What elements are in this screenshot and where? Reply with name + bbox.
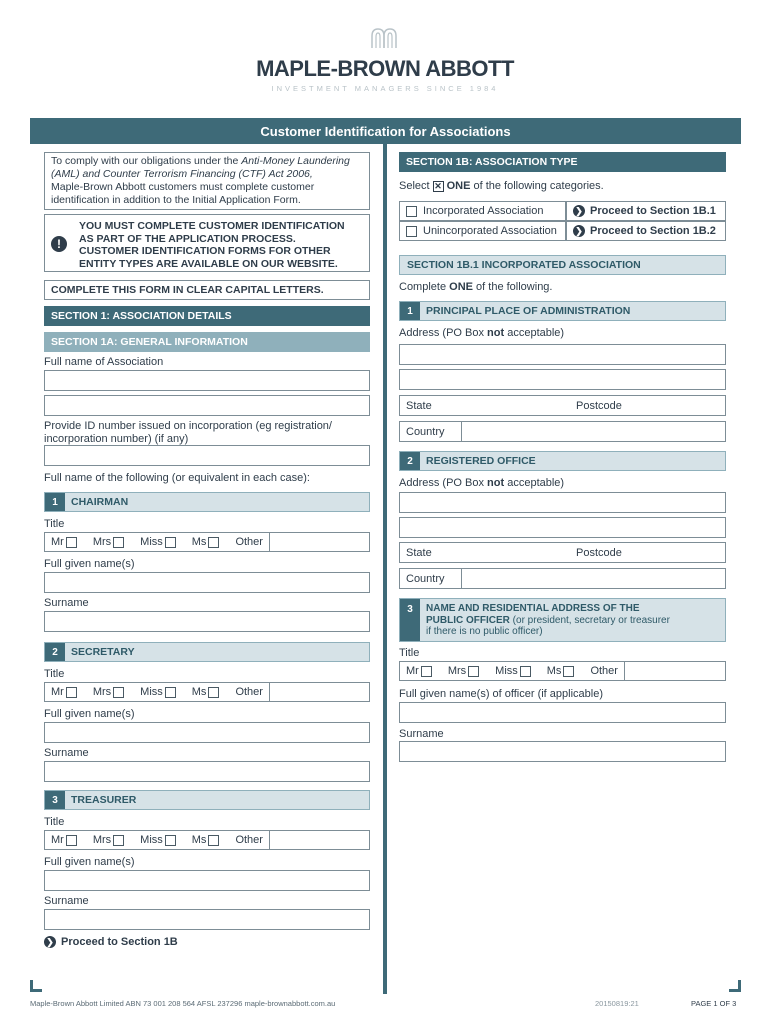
assoc-name-field-2[interactable] bbox=[44, 395, 370, 416]
role-treasurer-header bbox=[44, 790, 370, 810]
treasurer-title-mr[interactable] bbox=[51, 834, 77, 846]
role-secretary-title: SECRETARY bbox=[71, 646, 135, 658]
opt-label: Mrs bbox=[92, 686, 112, 698]
checkbox[interactable] bbox=[165, 687, 176, 698]
opt-label: Other bbox=[235, 536, 263, 548]
checkbox[interactable] bbox=[208, 687, 219, 698]
assoc-name-label: Full name of Association bbox=[44, 356, 164, 368]
treasurer-title-other[interactable] bbox=[235, 831, 270, 849]
officer-title-other[interactable] bbox=[590, 662, 625, 680]
following-label: Full name of the following (or equivalent in each case): bbox=[44, 472, 310, 484]
intro-box bbox=[44, 152, 370, 210]
secretary-title-other-field[interactable] bbox=[280, 683, 369, 701]
officer-title-mr[interactable] bbox=[406, 665, 432, 677]
role-treasurer-num: 3 bbox=[45, 791, 65, 809]
warning-box bbox=[44, 214, 370, 272]
warning-icon: ! bbox=[51, 236, 67, 252]
addr-pre: Address (PO Box bbox=[399, 327, 488, 339]
option-incorporated[interactable] bbox=[399, 201, 566, 221]
warning-line4: ENTITY TYPES ARE AVAILABLE ON OUR WEBSITE. bbox=[79, 257, 338, 270]
intro-line1-pre: To comply with our obligations under the bbox=[51, 155, 242, 167]
officer-title-label: Title bbox=[399, 647, 420, 659]
complete-bold: ONE bbox=[449, 281, 473, 293]
option-unincorporated-proceed[interactable] bbox=[566, 221, 726, 241]
select-bold: ONE bbox=[446, 180, 471, 192]
role-chairman-num: 1 bbox=[45, 493, 65, 511]
checkbox[interactable] bbox=[66, 687, 77, 698]
opt-label: Miss bbox=[140, 834, 163, 846]
item2-header bbox=[399, 451, 726, 471]
section1b1-header-text: SECTION 1B.1 INCORPORATED ASSOCIATION bbox=[407, 259, 641, 271]
item1-header bbox=[399, 301, 726, 321]
assoc-name-field-1[interactable] bbox=[44, 370, 370, 391]
addr-bold: not bbox=[487, 477, 505, 489]
form-title: Customer Identification for Associations bbox=[260, 123, 511, 139]
checkbox[interactable] bbox=[113, 687, 124, 698]
intro-line4: identification in addition to the Initial Application Form. bbox=[51, 194, 301, 206]
chairman-title-options bbox=[44, 532, 370, 552]
select-post: of the following categories. bbox=[473, 180, 604, 192]
secretary-title-options bbox=[44, 682, 370, 702]
crop-mark-bottom-left bbox=[30, 980, 42, 992]
section1b-header-text: SECTION 1B: ASSOCIATION TYPE bbox=[406, 156, 578, 168]
officer-title-options bbox=[399, 661, 726, 681]
checkbox[interactable] bbox=[208, 537, 219, 548]
section1b1-header bbox=[399, 255, 726, 275]
checkbox[interactable] bbox=[406, 226, 417, 237]
item3-header bbox=[399, 598, 726, 642]
role-secretary-header bbox=[44, 642, 370, 662]
warning-line1: YOU MUST COMPLETE CUSTOMER IDENTIFICATION bbox=[79, 220, 345, 232]
officer-given-label: Full given name(s) of officer (if applicable) bbox=[399, 688, 603, 700]
opt-label: Miss bbox=[140, 686, 163, 698]
chairman-given-label: Full given name(s) bbox=[44, 558, 135, 570]
chairman-surname-field[interactable] bbox=[44, 611, 370, 632]
role-chairman-header bbox=[44, 492, 370, 512]
crop-mark-bottom-right bbox=[729, 980, 741, 992]
intro-line1-italic: Anti-Money Laundering bbox=[241, 155, 350, 167]
section1-header-text: SECTION 1: ASSOCIATION DETAILS bbox=[51, 310, 232, 322]
item3-note: (or president, secretary or treasurer bbox=[512, 614, 670, 626]
secretary-title-label: Title bbox=[44, 668, 65, 680]
treasurer-title-mrs[interactable] bbox=[93, 834, 124, 846]
intro-line2: (AML) and Counter Terrorism Financing (CTF) Act 2006, bbox=[51, 168, 313, 180]
chairman-title-miss[interactable] bbox=[140, 536, 176, 548]
opt-label: Mr bbox=[51, 536, 64, 548]
option-incorporated-proceed[interactable] bbox=[566, 201, 726, 221]
checkbox[interactable] bbox=[113, 835, 124, 846]
officer-title-miss[interactable] bbox=[495, 665, 531, 677]
opt-label: Mr bbox=[51, 686, 64, 698]
warning-line3: CUSTOMER IDENTIFICATION FORMS FOR OTHER bbox=[79, 245, 331, 257]
treasurer-surname-label: Surname bbox=[44, 895, 89, 907]
footer-page: PAGE 1 OF 3 bbox=[691, 999, 737, 1008]
item3-note2: if there is no public officer) bbox=[426, 626, 543, 637]
officer-surname-label: Surname bbox=[399, 728, 444, 740]
role-secretary-num: 2 bbox=[45, 643, 65, 661]
addr-post: acceptable) bbox=[504, 477, 565, 489]
item3-num: 3 bbox=[400, 599, 420, 641]
proceed-1b2-label: Proceed to Section 1B.2 bbox=[590, 225, 716, 237]
opt-label: Ms bbox=[191, 686, 207, 698]
chevron-right-icon: ❯ bbox=[573, 205, 585, 217]
chairman-title-mrs[interactable] bbox=[93, 536, 124, 548]
addr-post: acceptable) bbox=[504, 327, 565, 339]
item3-title2: PUBLIC OFFICER bbox=[426, 614, 510, 626]
brand-logo-mark bbox=[369, 26, 401, 50]
capital-note bbox=[44, 280, 370, 300]
section1b-header bbox=[399, 152, 726, 172]
treasurer-title-ms[interactable] bbox=[192, 834, 220, 846]
item1-address-field-1[interactable] bbox=[399, 344, 726, 365]
id-number-label-1: Provide ID number issued on incorporation (eg registration/ bbox=[44, 420, 332, 432]
country-label: Country bbox=[406, 569, 462, 588]
state-label: State bbox=[406, 399, 432, 412]
opt-label: Other bbox=[235, 686, 263, 698]
checkbox[interactable] bbox=[66, 835, 77, 846]
section1-header bbox=[44, 306, 370, 326]
chairman-title-other[interactable] bbox=[235, 533, 270, 551]
treasurer-title-options bbox=[44, 830, 370, 850]
secretary-given-field[interactable] bbox=[44, 722, 370, 743]
item2-num: 2 bbox=[400, 452, 420, 470]
chevron-right-icon: ❯ bbox=[44, 936, 56, 948]
secretary-title-mr[interactable] bbox=[51, 686, 77, 698]
opt-label: Mr bbox=[406, 665, 419, 677]
item2-country[interactable] bbox=[399, 568, 726, 589]
officer-title-other-field[interactable] bbox=[635, 662, 725, 680]
secretary-title-miss[interactable] bbox=[140, 686, 176, 698]
checkbox[interactable] bbox=[208, 835, 219, 846]
checkbox[interactable] bbox=[563, 666, 574, 677]
section1a-header bbox=[44, 332, 370, 352]
item2-address-label bbox=[399, 477, 564, 489]
secretary-surname-label: Surname bbox=[44, 747, 89, 759]
officer-title-mrs[interactable] bbox=[448, 665, 479, 677]
item1-num: 1 bbox=[400, 302, 420, 320]
state-label: State bbox=[406, 546, 432, 559]
complete-post: of the following. bbox=[476, 281, 553, 293]
chairman-surname-label: Surname bbox=[44, 597, 89, 609]
treasurer-surname-field[interactable] bbox=[44, 909, 370, 930]
opt-label: Other bbox=[235, 834, 263, 846]
opt-label: Ms bbox=[191, 834, 207, 846]
select-instruction bbox=[399, 180, 604, 192]
opt-label: Other bbox=[590, 665, 618, 677]
chairman-title-label: Title bbox=[44, 518, 65, 530]
complete-instruction bbox=[399, 281, 552, 293]
opt-label: Mrs bbox=[447, 665, 467, 677]
role-chairman-title: CHAIRMAN bbox=[71, 496, 129, 508]
capital-note-text: COMPLETE THIS FORM IN CLEAR CAPITAL LETTERS. bbox=[51, 284, 324, 296]
checkbox[interactable] bbox=[520, 666, 531, 677]
checkbox[interactable] bbox=[468, 666, 479, 677]
officer-surname-field[interactable] bbox=[399, 741, 726, 762]
id-number-field[interactable] bbox=[44, 445, 370, 466]
option-unincorporated[interactable] bbox=[399, 221, 566, 241]
item1-state-postcode[interactable] bbox=[399, 395, 726, 416]
item1-country[interactable] bbox=[399, 421, 726, 442]
chairman-title-mr[interactable] bbox=[51, 536, 77, 548]
id-number-label-2: incorporation number) (if any) bbox=[44, 433, 189, 445]
treasurer-title-miss[interactable] bbox=[140, 834, 176, 846]
item1-address-field-2[interactable] bbox=[399, 369, 726, 390]
role-treasurer-title: TREASURER bbox=[71, 794, 137, 806]
chairman-title-ms[interactable] bbox=[192, 536, 220, 548]
checkbox[interactable] bbox=[165, 537, 176, 548]
opt-label: Miss bbox=[495, 665, 518, 677]
item1-address-label bbox=[399, 327, 564, 339]
secretary-title-other[interactable] bbox=[235, 683, 270, 701]
checkbox[interactable] bbox=[113, 537, 124, 548]
secretary-title-mrs[interactable] bbox=[93, 686, 124, 698]
proceed-section-1b[interactable] bbox=[44, 936, 178, 948]
footer-company: Maple-Brown Abbott Limited ABN 73 001 208 564 AFSL 237296 maple-brownabbott.com.au bbox=[30, 999, 336, 1008]
item1-title: PRINCIPAL PLACE OF ADMINISTRATION bbox=[426, 305, 631, 317]
footer-code: 20150819:21 bbox=[595, 999, 639, 1008]
checkbox[interactable] bbox=[421, 666, 432, 677]
opt-label: Ms bbox=[546, 665, 562, 677]
opt-label: Ms bbox=[191, 536, 207, 548]
item2-state-postcode[interactable] bbox=[399, 542, 726, 563]
item3-title: NAME AND RESIDENTIAL ADDRESS OF THE bbox=[426, 603, 640, 614]
treasurer-given-label: Full given name(s) bbox=[44, 856, 135, 868]
secretary-given-label: Full given name(s) bbox=[44, 708, 135, 720]
postcode-label: Postcode bbox=[576, 399, 622, 412]
treasurer-title-label: Title bbox=[44, 816, 65, 828]
column-divider bbox=[383, 144, 387, 994]
country-label: Country bbox=[406, 422, 462, 441]
checked-box-icon: ✕ bbox=[434, 180, 442, 191]
treasurer-title-other-field[interactable] bbox=[280, 831, 369, 849]
officer-title-ms[interactable] bbox=[547, 665, 575, 677]
secretary-surname-field[interactable] bbox=[44, 761, 370, 782]
chairman-title-other-field[interactable] bbox=[280, 533, 369, 551]
item2-address-field-2[interactable] bbox=[399, 517, 726, 538]
checkbox[interactable] bbox=[406, 206, 417, 217]
opt-label: Mr bbox=[51, 834, 64, 846]
intro-line3: Maple-Brown Abbott customers must complete customer bbox=[51, 181, 315, 193]
item2-title: REGISTERED OFFICE bbox=[426, 455, 536, 467]
opt-label: Mrs bbox=[92, 536, 112, 548]
checkbox[interactable] bbox=[66, 537, 77, 548]
brand-name: MAPLE-BROWN ABBOTT bbox=[256, 56, 514, 81]
option-unincorporated-label: Unincorporated Association bbox=[423, 225, 557, 237]
treasurer-given-field[interactable] bbox=[44, 870, 370, 891]
section1a-header-text: SECTION 1A: GENERAL INFORMATION bbox=[51, 336, 248, 348]
complete-pre: Complete bbox=[399, 281, 447, 293]
checkbox[interactable] bbox=[165, 835, 176, 846]
select-pre: Select bbox=[399, 180, 430, 192]
proceed-1b1-label: Proceed to Section 1B.1 bbox=[590, 205, 716, 217]
option-incorporated-label: Incorporated Association bbox=[423, 205, 544, 217]
addr-bold: not bbox=[487, 327, 505, 339]
item2-address-field-1[interactable] bbox=[399, 492, 726, 513]
chairman-given-field[interactable] bbox=[44, 572, 370, 593]
proceed-section-1b-label: Proceed to Section 1B bbox=[61, 936, 178, 948]
addr-pre: Address (PO Box bbox=[399, 477, 488, 489]
opt-label: Mrs bbox=[92, 834, 112, 846]
postcode-label: Postcode bbox=[576, 546, 622, 559]
opt-label: Miss bbox=[140, 536, 163, 548]
brand-tagline: INVESTMENT MANAGERS SINCE 1984 bbox=[271, 84, 499, 93]
officer-given-field[interactable] bbox=[399, 702, 726, 723]
warning-line2: AS PART OF THE APPLICATION PROCESS. bbox=[79, 232, 296, 245]
secretary-title-ms[interactable] bbox=[192, 686, 220, 698]
chevron-right-icon: ❯ bbox=[573, 225, 585, 237]
form-title-bar bbox=[30, 118, 741, 144]
